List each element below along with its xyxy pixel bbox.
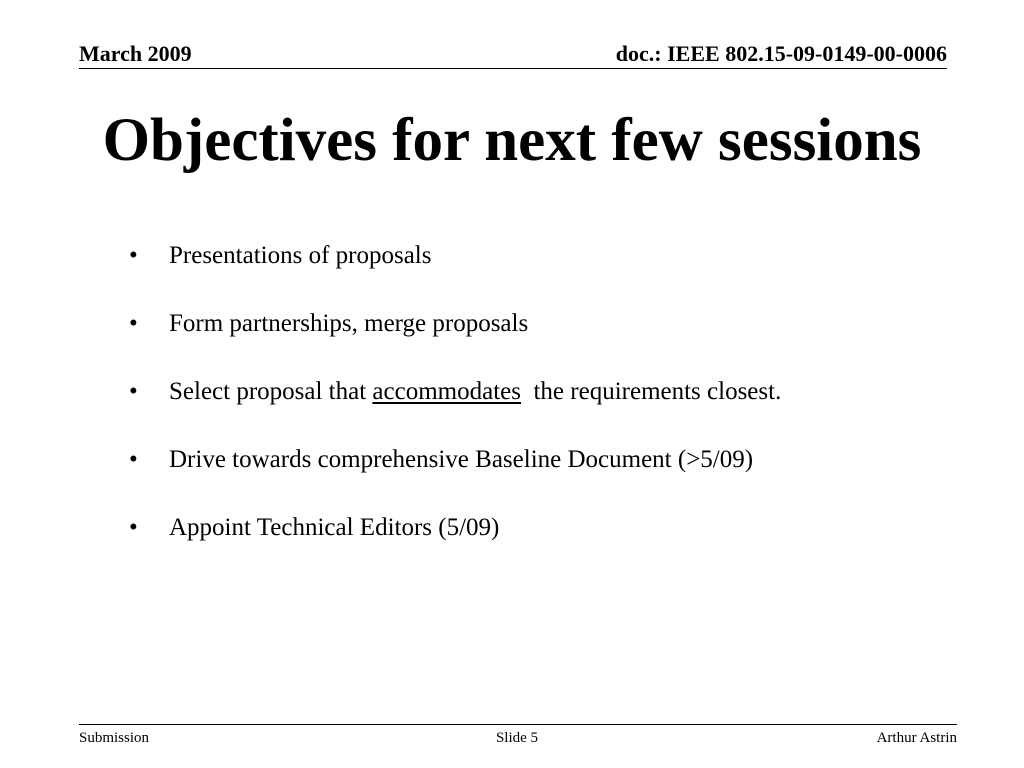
header-date: March 2009 <box>79 41 192 66</box>
header-divider <box>79 68 947 69</box>
bullet-text <box>169 374 781 410</box>
bullet-text: Form partnerships, merge proposals <box>169 310 529 337</box>
footer-divider <box>79 724 957 725</box>
footer-submission: Submission <box>79 730 150 746</box>
bullet-icon: • <box>129 446 138 473</box>
bullet-text-underlined: accommodates <box>372 378 521 405</box>
bullet-text-before: Select proposal that <box>169 378 373 405</box>
bullet-icon: • <box>129 378 138 405</box>
bullet-text: Appoint Technical Editors (5/09) <box>169 514 500 541</box>
footer-slide-number: Slide 5 <box>495 730 539 746</box>
bullet-text: Presentations of proposals <box>169 242 432 269</box>
bullet-icon: • <box>129 242 138 269</box>
slide-title: Objectives for next few sessions <box>102 107 922 174</box>
header-document-id: doc.: IEEE 802.15-09-0149-00-0006 <box>615 41 947 66</box>
bullet-icon: • <box>129 514 138 541</box>
bullet-icon: • <box>129 310 138 337</box>
footer-author: Arthur Astrin <box>876 730 957 746</box>
bullet-text-after: the requirements closest. <box>520 378 782 405</box>
bullet-text: Drive towards comprehensive Baseline Document (>5/09) <box>169 446 754 473</box>
